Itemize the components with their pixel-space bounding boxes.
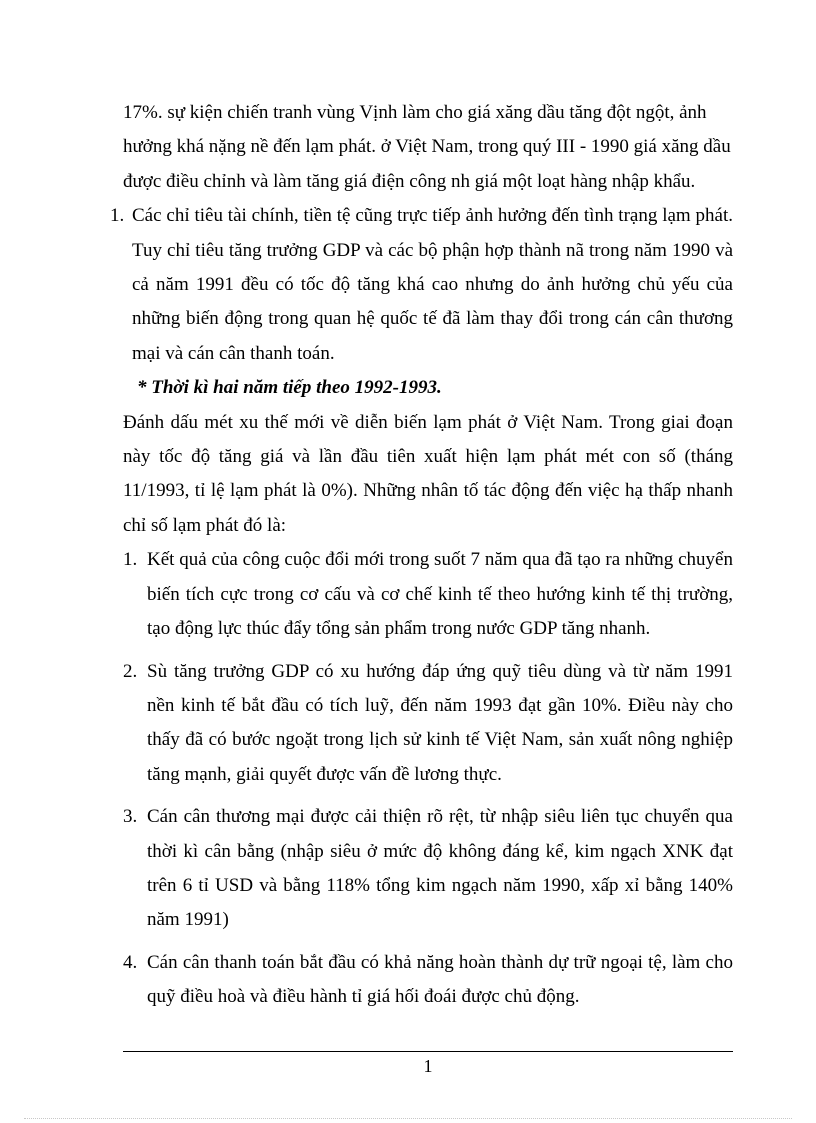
list-number: 4.: [123, 951, 138, 973]
section-heading: * Thời kì hai năm tiếp theo 1992-1993.: [137, 377, 442, 399]
intro-paragraph: [123, 96, 733, 199]
list-number: 3.: [123, 806, 138, 828]
list-item-text: Cán cân thương mại được cải thiện rõ rệt, từ nhập siêu liên tục chuyển qua thời kì cân bằng (nhập siêu ở mức độ không đáng kể, kim ngạch XNK đạt trên 6 tỉ USD và bằng 118% tổng kim ngạch năm 1990, xấp xỉ bằng 140% năm 1991): [147, 806, 733, 931]
document-body: [110, 96, 733, 1015]
list-item-text: Cán cân thanh toán bắt đầu có khả năng hoàn thành dự trữ ngoại tệ, làm cho quỹ điều hoà và điều hành tỉ giá hối đoái được chủ động.: [147, 951, 733, 1008]
list-b-item: [123, 800, 733, 938]
list-b-item: [123, 655, 733, 793]
list-b-item: [123, 946, 733, 1015]
list-number: 1.: [110, 205, 125, 227]
list-item-text: Kết quả của công cuộc đổi mới trong suốt 7 năm qua đã tạo ra những chuyển biến tích cực trong cơ cấu và cơ chế kinh tế theo hướng kinh tế thị trường, tạo động lực thúc đẩy tổng sản phẩm trong nước GDP tăng nhanh.: [147, 549, 733, 640]
list-a-item: [110, 199, 733, 371]
list-b-item: [123, 543, 733, 646]
intro-line: 17%. sự kiện chiến tranh vùng Vịnh làm cho giá xăng dầu tăng đột ngột, ảnh: [123, 102, 707, 123]
page-number: 1: [423, 1056, 433, 1076]
intro-line: hưởng khá nặng nề đến lạm phát. ở Việt Nam, trong quý III - 1990 giá xăng dầu: [123, 136, 731, 158]
page-edge-line: [24, 1118, 792, 1119]
list-item-text: Sù tăng trưởng GDP có xu hướng đáp ứng quỹ tiêu dùng và từ năm 1991 nền kinh tế bắt đầu có tích luỹ, đến năm 1993 đạt gần 10%. Điều này cho thấy đã có bước ngoặt trong lịch sử kinh tế Việt Nam, sản xuất nông nghiệp tăng mạnh, giải quyết được vấn đề lương thực.: [147, 660, 733, 785]
section-paragraph: Đánh dấu mét xu thế mới về diễn biến lạm phát ở Việt Nam. Trong giai đoạn này tốc độ tăng giá và lần đầu tiên xuất hiện lạm phát mét con số (tháng 11/1993, tỉ lệ lạm phát là 0%). Những nhân tố tác động đến việc hạ thấp nhanh chỉ số lạm phát đó là:: [123, 411, 733, 536]
list-number: 2.: [123, 660, 138, 682]
list-item-text: Các chỉ tiêu tài chính, tiền tệ cũng trực tiếp ảnh hưởng đến tình trạng lạm phát. Tuy chỉ tiêu tăng trưởng GDP và các bộ phận hợp thành nã trong năm 1990 và cả năm 1991 đều có tốc độ tăng khá cao nhưng do ảnh hưởng chủ yếu của những biến động trong quan hệ quốc tế đã làm thay đổi trong cán cân thương mại và cán cân thanh toán.: [132, 205, 733, 364]
intro-line: được điều chỉnh và làm tăng giá điện công nh giá một loạt hàng nhập khẩu.: [123, 170, 696, 192]
footer-divider: [123, 1051, 733, 1052]
list-number: 1.: [123, 549, 138, 571]
